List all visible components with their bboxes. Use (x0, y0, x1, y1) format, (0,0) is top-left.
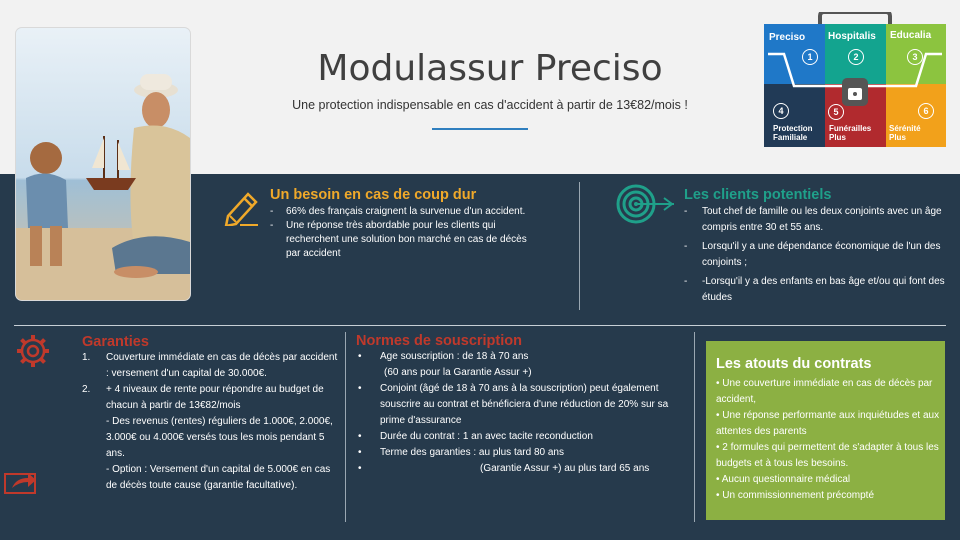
list-item: • Une réponse performante aux inquiétudes et aux attentes des parents (716, 410, 940, 437)
horizontal-divider (14, 325, 946, 326)
normes-title: Normes de souscription (356, 333, 522, 349)
list-item: • Une couverture immédiate en cas de décès par accident, (716, 378, 933, 405)
pencil-icon (222, 186, 262, 231)
list-item: - Tout chef de famille ou les deux conjoints avec un âge compris entre 30 et 55 ans. (684, 204, 950, 236)
list-item: • Durée du contrat : 1 an avec tacite reconduction (356, 429, 686, 445)
gear-icon (16, 334, 50, 373)
page-subtitle: Une protection indispensable en cas d'accident à partir de 13€82/mois ! (292, 98, 688, 112)
garanties-title: Garanties (82, 334, 149, 350)
clients-title: Les clients potentiels (684, 187, 832, 203)
divider (694, 332, 695, 522)
list-item: - -Lorsqu'il y a des enfants en bas âge et/ou qui font des études (684, 274, 950, 306)
besoin-title: Un besoin en cas de coup dur (270, 187, 477, 203)
target-icon (616, 184, 676, 229)
list-item: • (Garantie Assur +) au plus tard 65 ans (356, 461, 686, 477)
share-icon (4, 468, 38, 499)
atouts-list (716, 376, 940, 504)
beach-photo (16, 28, 190, 300)
list-item: • Age souscription : de 18 à 70 ans (60 ans pour la Garantie Assur +) (356, 349, 686, 381)
list-item: - Lorsqu'il y a une dépendance économique de l'un des conjoints ; (684, 239, 950, 271)
garanties-list (82, 350, 338, 494)
list-item: 1. Couverture immédiate en cas de décès par accident : versement d'un capital de 30.000€. (82, 352, 338, 379)
modules-graphic: Preciso 1 Hospitalis 2 Educalia 3 4 Protection Familiale 5 Funérailles Plus 6 Sérénité Plus (764, 12, 946, 152)
besoin-list (270, 205, 532, 261)
list-item: • Terme des garanties : au plus tard 80 ans (356, 445, 686, 461)
list-item: • 2 formules qui permettent de s'adapter à tous les budgets et à tous les besoins. (716, 442, 939, 469)
divider (579, 182, 580, 310)
atouts-title: Les atouts du contrats (716, 356, 872, 372)
list-item: - Une réponse très abordable pour les clients qui recherchent une solution bon marché en cas de décès par accident (270, 219, 532, 261)
list-item: • Un commissionnement précompté (716, 490, 875, 501)
list-item: - 66% des français craignent la survenue d'un accident. (270, 205, 532, 219)
normes-list (356, 349, 686, 477)
divider (345, 332, 346, 522)
list-item: • Aucun questionnaire médical (716, 474, 851, 485)
list-item: • Conjoint (âgé de 18 à 70 ans à la souscription) peut également souscrire au contrat et bénéficiera d'une réduction de 20% sur sa prime d'assurance (356, 381, 686, 429)
title-underline (432, 128, 528, 130)
list-item: 2. + 4 niveaux de rente pour répondre au budget de chacun à partir de 13€82/mois - Des revenus (rentes) réguliers de 1.000€, 2.000€, 3.000€ ou 4.000€ versés tous les mois pendant 5 ans. - Option : Versement d'un capital de 5.000€ en cas de décès toute cause (garantie facultative). (82, 384, 333, 491)
page-title: Modulassur Preciso (317, 48, 663, 89)
clients-list (684, 204, 950, 309)
